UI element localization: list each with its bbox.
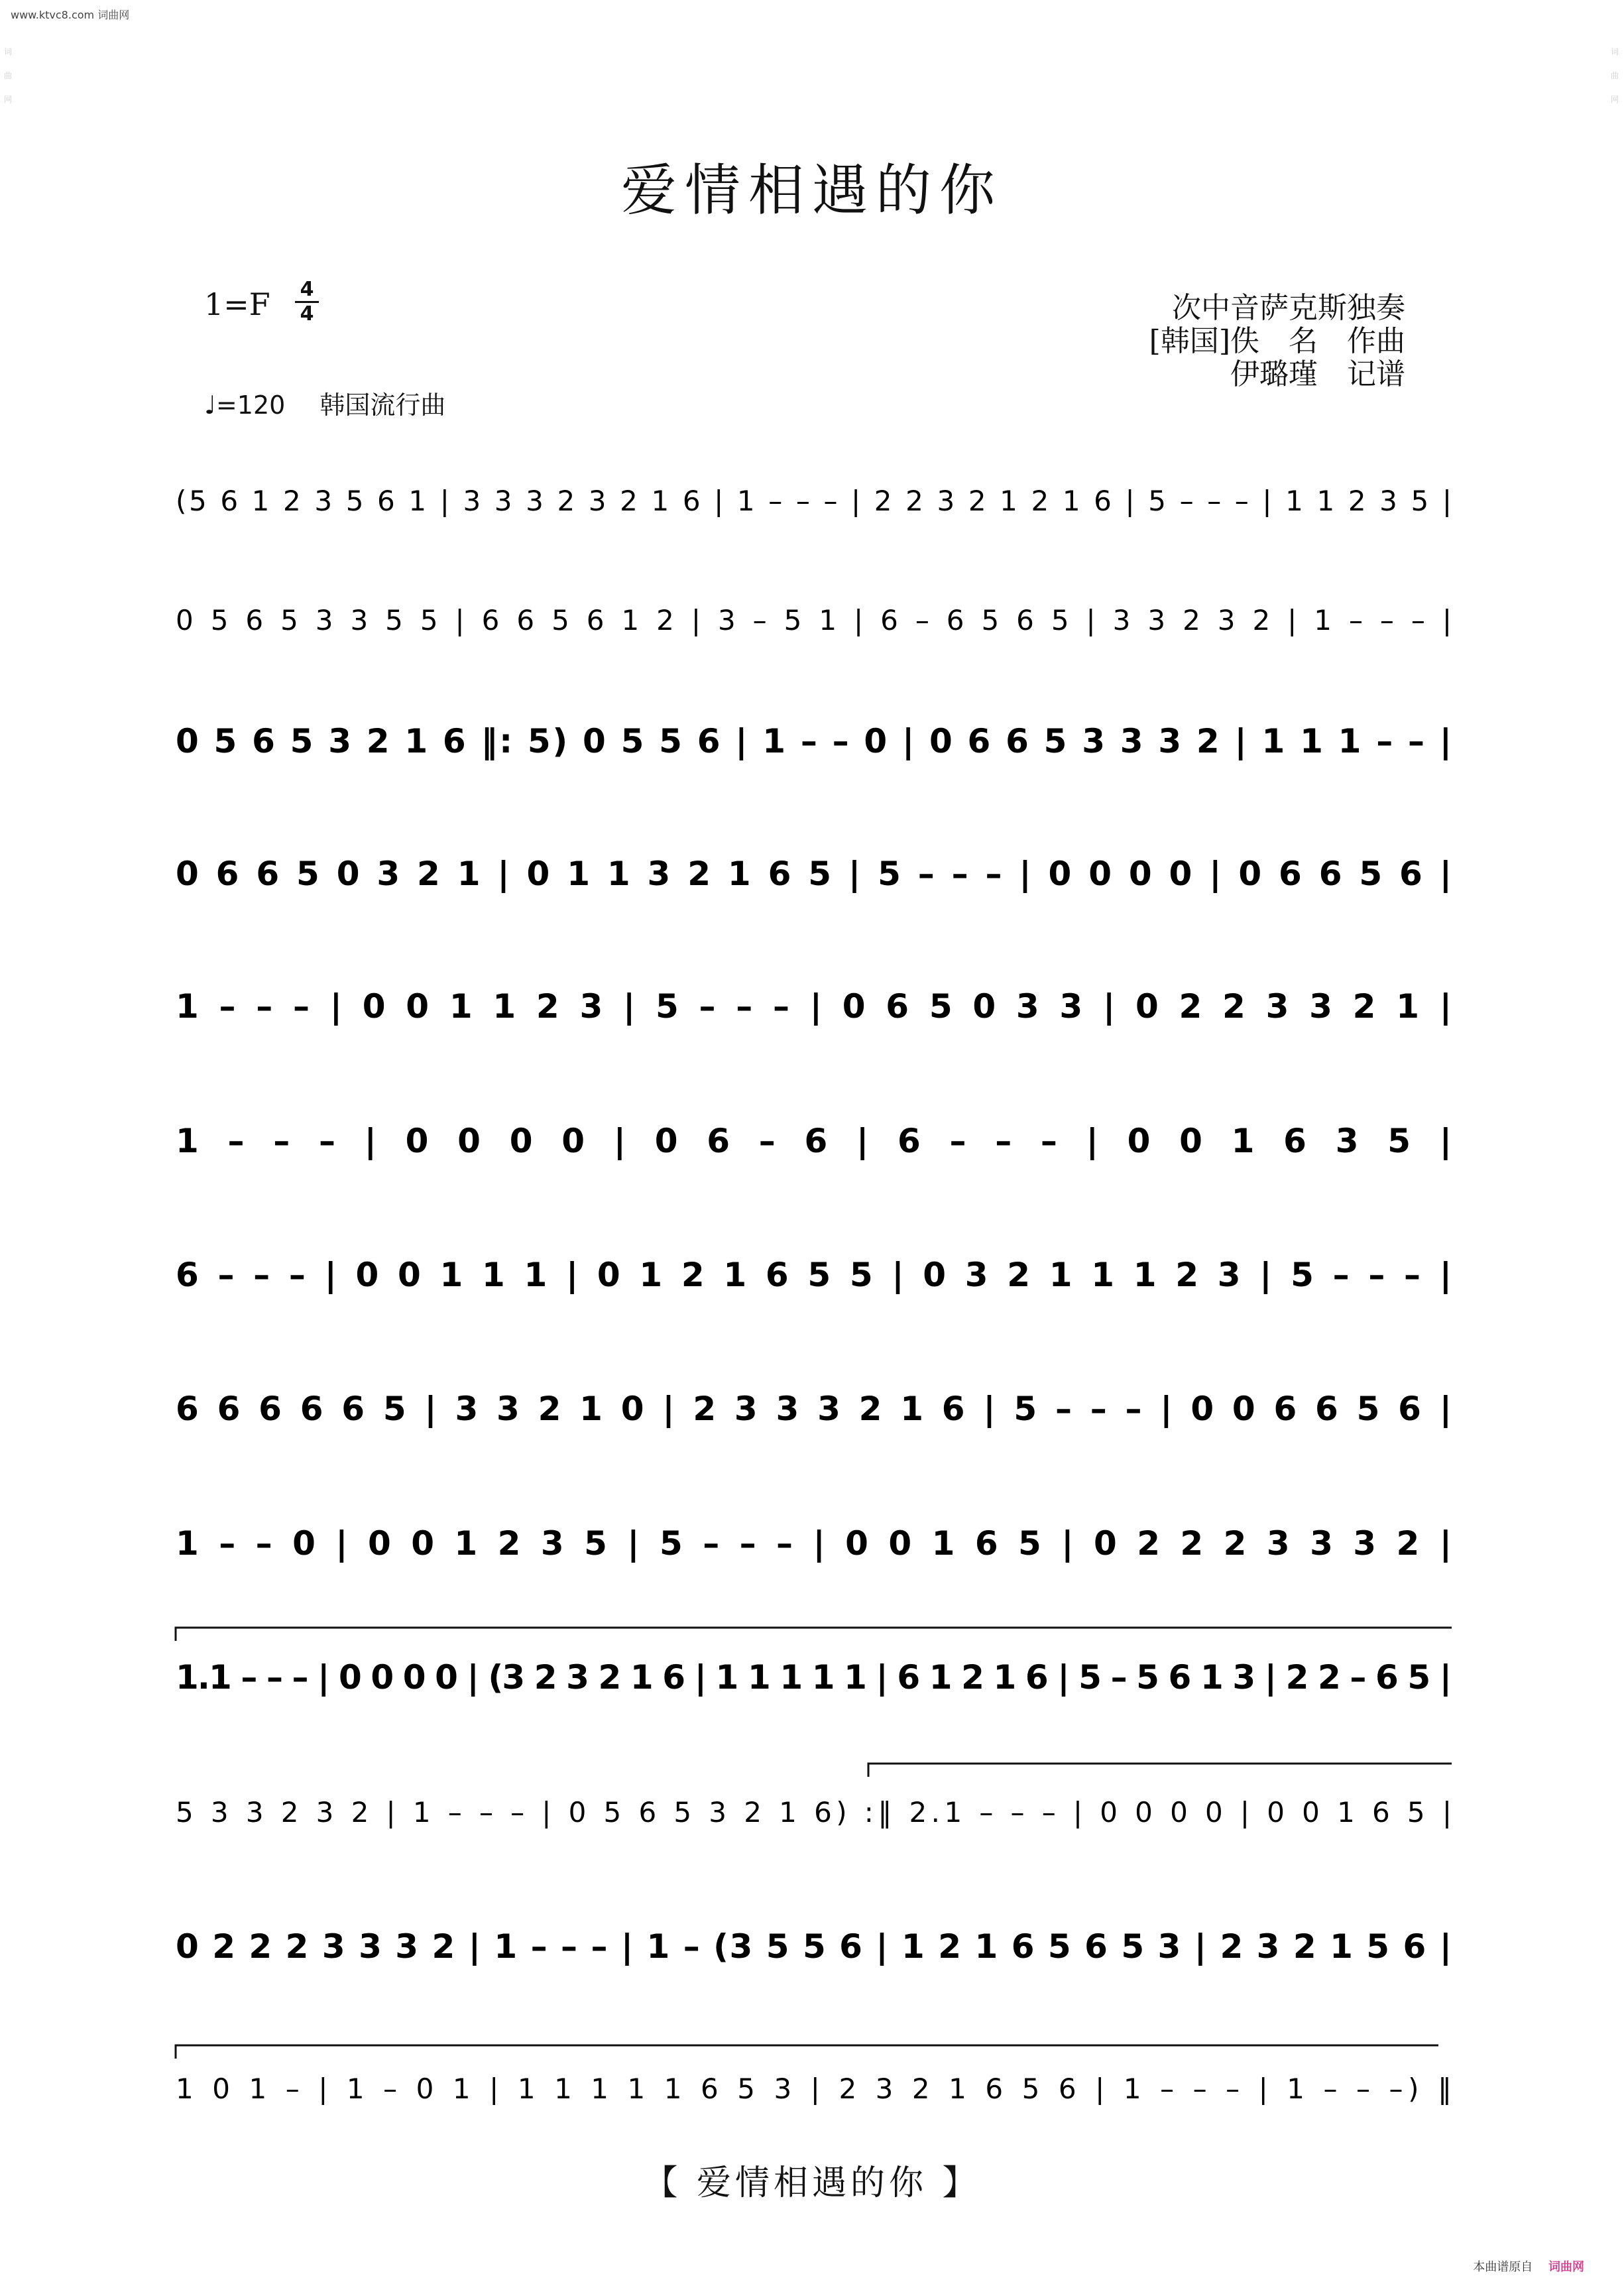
side-watermark-right: 词曲网 (1611, 47, 1619, 104)
notation-line: 0 5 6 5 3 2 1 6 ‖: 5) 0 5 5 6 | 1 – – 0 | 0 6 6 5 3 3 3 2 | 1 1 1 – – | (176, 722, 1452, 760)
site-name-text: 词曲网 (97, 9, 130, 21)
source-brand (1473, 2257, 1584, 2275)
notation-line: 6 – – – | 0 0 1 1 1 | 0 1 2 1 6 5 5 | 0 3 2 1 1 1 2 3 | 5 – – – | (176, 1256, 1452, 1294)
notation-line: 1.1 – – – | 0 0 0 0 | (3 2 3 2 1 6 | 1 1 1 1 1 | 6 1 2 1 6 | 5 – 5 6 1 3 | 2 2 – 6 5 | (176, 1658, 1452, 1697)
side-watermark-left: 词曲网 (4, 47, 13, 104)
time-signature-bottom: 4 (295, 301, 319, 326)
style-label: 韩国流行曲 (319, 391, 446, 420)
credit-composer: [韩国]佚 名 作曲 (1149, 324, 1405, 358)
notation-line: 1 0 1 – | 1 – 0 1 | 1 1 1 1 1 6 5 3 | 2 3 2 1 6 5 6 | 1 – – – | 1 – – –) ‖ (176, 2073, 1452, 2105)
notation-line: 5 3 3 2 3 2 | 1 – – – | 0 5 6 5 3 2 1 6) :‖ 2.1 – – – | 0 0 0 0 | 0 0 1 6 5 | (176, 1796, 1452, 1829)
notation-line: 1 – – 0 | 0 0 1 2 3 5 | 5 – – – | 0 0 1 6 5 | 0 2 2 2 3 3 3 2 | (176, 1524, 1452, 1563)
page-title: 爱情相遇的你 (620, 158, 1003, 223)
volta-bracket (176, 1628, 1452, 1641)
volta-bracket (176, 2045, 1438, 2059)
key-signature: 1=F (204, 286, 270, 322)
tempo-mark: ♩=120 (204, 391, 286, 420)
footer-title: 【 爱情相遇的你 】 (643, 2163, 981, 2203)
notation-line: 0 2 2 2 3 3 3 2 | 1 – – – | 1 – (3 5 5 6 | 1 2 1 6 5 6 5 3 | 2 3 2 1 5 6 | (176, 1927, 1452, 1966)
credit-transcriber: 伊璐瑾 记谱 (1230, 357, 1405, 391)
source-tag: 本曲谱原自 (1473, 2260, 1533, 2274)
volta-bracket (868, 1764, 1452, 1777)
notation-line: 1 – – – | 0 0 0 0 | 0 6 – 6 | 6 – – – | 0 0 1 6 3 5 | (176, 1122, 1452, 1160)
notation-line: (5 6 1 2 3 5 6 1 | 3 3 3 2 3 2 1 6 | 1 – – – | 2 2 3 2 1 2 1 6 | 5 – – – | 1 1 2 3 5 | (176, 485, 1452, 517)
time-signature-top: 4 (300, 278, 314, 301)
notation-line: 0 6 6 5 0 3 2 1 | 0 1 1 3 2 1 6 5 | 5 – – – | 0 0 0 0 | 0 6 6 5 6 | (176, 855, 1452, 893)
notation-line: 0 5 6 5 3 3 5 5 | 6 6 5 6 1 2 | 3 – 5 1 | 6 – 6 5 6 5 | 3 3 2 3 2 | 1 – – – | (176, 604, 1452, 636)
notation-line: 6 6 6 6 6 5 | 3 3 2 1 0 | 2 3 3 3 2 1 6 | 5 – – – | 0 0 6 6 5 6 | (176, 1390, 1452, 1428)
source-logo: 词曲网 (1548, 2260, 1584, 2274)
credit-performance: 次中音萨克斯独奏 (1172, 291, 1405, 325)
site-url-text: www.ktvc8.com (11, 9, 95, 21)
notation-line: 1 – – – | 0 0 1 1 2 3 | 5 – – – | 0 6 5 0 3 3 | 0 2 2 3 3 2 1 | (176, 987, 1452, 1026)
